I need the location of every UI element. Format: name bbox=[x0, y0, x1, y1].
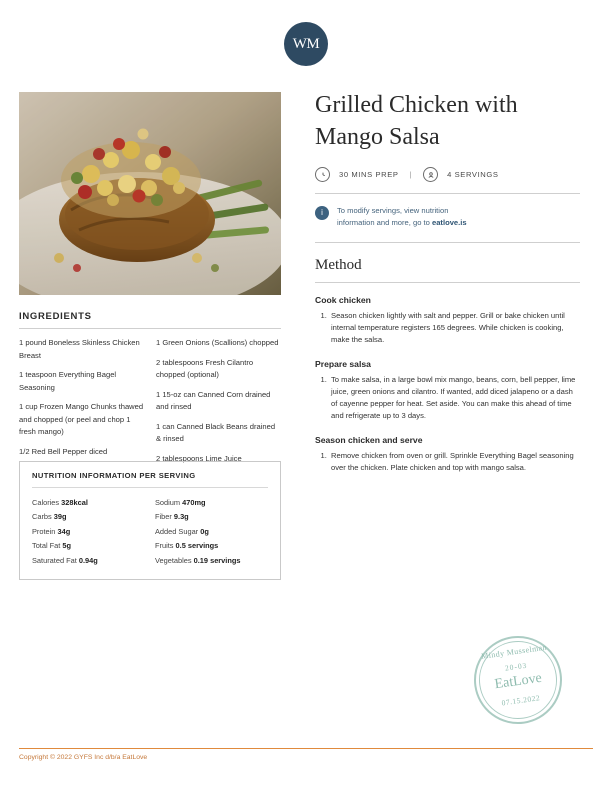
nutrition-row bbox=[32, 525, 145, 539]
ingredient-item: 2 tablespoons Fresh Cilantro chopped (optional) bbox=[156, 357, 254, 380]
nutrition-key: Carbs bbox=[32, 512, 52, 522]
nutrition-value: 470mg bbox=[182, 498, 206, 507]
nutrition-row bbox=[32, 554, 145, 568]
nutrition-panel bbox=[19, 461, 281, 580]
method-step-list bbox=[315, 374, 580, 423]
stamp-number: 20-03 bbox=[504, 660, 528, 673]
servings-icon bbox=[423, 167, 438, 182]
footer-copyright: Copyright © 2022 GYFS Inc d/b/a EatLove bbox=[19, 754, 148, 761]
ingredient-item: 1 Green Onions (Scallions) chopped bbox=[156, 338, 279, 347]
method-step-list bbox=[315, 310, 580, 347]
page-title: Grilled Chicken with Mango Salsa bbox=[315, 92, 518, 150]
modify-servings-note bbox=[315, 194, 580, 242]
method-step-list bbox=[315, 450, 580, 475]
method-heading: Method bbox=[315, 257, 580, 283]
stamp-name: Mindy Musselman bbox=[480, 642, 548, 661]
ingredients-column-right bbox=[156, 337, 281, 472]
nutrition-key: Protein bbox=[32, 526, 56, 536]
nutrition-key: Total Fat bbox=[32, 541, 61, 551]
left-column bbox=[19, 92, 281, 472]
ingredient-item: 1/2 Red Bell Pepper diced bbox=[19, 446, 108, 456]
brand-logo: WM bbox=[284, 22, 328, 66]
nutrition-key: Calories bbox=[32, 498, 60, 507]
ingredient-item: 1 pound Boneless Skinless Chicken Breast bbox=[19, 338, 140, 360]
nutrition-key: Fruits bbox=[155, 541, 174, 551]
nutrition-key: Fiber bbox=[155, 512, 172, 522]
method-step: 1. To make salsa, in a large bowl mix mango, beans, corn, bell pepper, lime juice, green onions and cilantro. If wanted, add diced jalapeno or a dash of cayenne pepper for heat. Set aside. You can make this ahead of time and refrigerate up to 3 days. bbox=[329, 374, 580, 423]
method-step: 1. Season chicken lightly with salt and pepper. Grill or bake chicken until internal temperature registers 165 degrees. While chicken is cooking, make the salsa. bbox=[329, 310, 580, 347]
nutrition-value: 0.5 servings bbox=[175, 541, 219, 551]
stamp-date: 07.15.2022 bbox=[501, 693, 541, 708]
footer-divider bbox=[19, 748, 593, 749]
note-line-1: To modify servings, view nutrition bbox=[337, 206, 449, 216]
nutrition-value: 0g bbox=[200, 526, 209, 536]
prep-time-label: 30 MINS PREP bbox=[339, 170, 399, 180]
nutrition-key: Vegetables bbox=[155, 555, 192, 565]
nutrition-heading: NUTRITION INFORMATION PER SERVING bbox=[32, 471, 268, 488]
nutrition-row bbox=[32, 510, 145, 524]
nutrition-row bbox=[155, 496, 268, 510]
nutrition-key: Added Sugar bbox=[155, 526, 199, 536]
nutrition-value: 328kcal bbox=[61, 498, 88, 507]
ingredient-item: 1 cup Frozen Mango Chunks thawed and chopped (or peel and chop 1 fresh mango) bbox=[19, 402, 144, 437]
ingredient-item: 1 teaspoon Everything Bagel Seasoning bbox=[19, 370, 117, 392]
nutrition-value: 9.3g bbox=[173, 512, 189, 522]
nutrition-key: Saturated Fat bbox=[32, 555, 77, 565]
method-step: 1. Remove chicken from oven or grill. Sprinkle Everything Bagel seasoning over the chicken. Plate chicken and top with mango salsa. bbox=[329, 450, 580, 475]
clock-icon bbox=[315, 167, 330, 182]
ingredients-list bbox=[19, 337, 281, 472]
ingredients-heading: INGREDIENTS bbox=[19, 311, 92, 322]
nutrition-grid bbox=[32, 496, 268, 568]
nutrition-row bbox=[32, 496, 145, 510]
method-section-title: Prepare salsa bbox=[315, 358, 371, 369]
nutrition-value: 0.19 servings bbox=[193, 555, 241, 565]
nutrition-column-right bbox=[155, 496, 268, 568]
nutrition-value: 39g bbox=[53, 512, 67, 522]
nutrition-value: 0.94g bbox=[78, 555, 98, 565]
servings-label: 4 SERVINGS bbox=[447, 170, 499, 180]
info-icon: i bbox=[315, 206, 329, 220]
approval-stamp bbox=[468, 630, 567, 729]
nutrition-row bbox=[155, 539, 268, 553]
nutrition-row bbox=[155, 510, 268, 524]
nutrition-row bbox=[155, 525, 268, 539]
nutrition-column-left bbox=[32, 496, 145, 568]
ingredient-item: 1 can Canned Black Beans drained & rinsed bbox=[156, 421, 276, 444]
ingredients-divider bbox=[19, 328, 281, 329]
recipe-photo-image bbox=[19, 92, 281, 295]
stamp-brand: EatLove bbox=[493, 670, 543, 693]
nutrition-row bbox=[155, 554, 268, 568]
recipe-meta bbox=[315, 167, 580, 194]
eatlove-link[interactable]: eatlove.is bbox=[431, 218, 467, 228]
right-column bbox=[315, 90, 580, 474]
ingredient-item: 2 tablespoons Lime Juice bbox=[156, 453, 242, 463]
note-line-2: information and more, go to bbox=[337, 218, 432, 228]
ingredients-column-left bbox=[19, 337, 144, 472]
nutrition-row bbox=[32, 539, 145, 553]
nutrition-value: 34g bbox=[57, 526, 71, 536]
note-text bbox=[337, 205, 467, 229]
meta-divider: | bbox=[409, 170, 413, 180]
method-section-title: Season chicken and serve bbox=[315, 434, 423, 445]
nutrition-value: 5g bbox=[62, 541, 72, 551]
recipe-photo bbox=[19, 92, 281, 295]
ingredient-item: 1 15-oz can Canned Corn drained and rinsed bbox=[156, 389, 271, 412]
method-section-title: Cook chicken bbox=[315, 294, 371, 305]
nutrition-key: Sodium bbox=[155, 498, 181, 507]
brand-logo-container bbox=[0, 22, 612, 66]
